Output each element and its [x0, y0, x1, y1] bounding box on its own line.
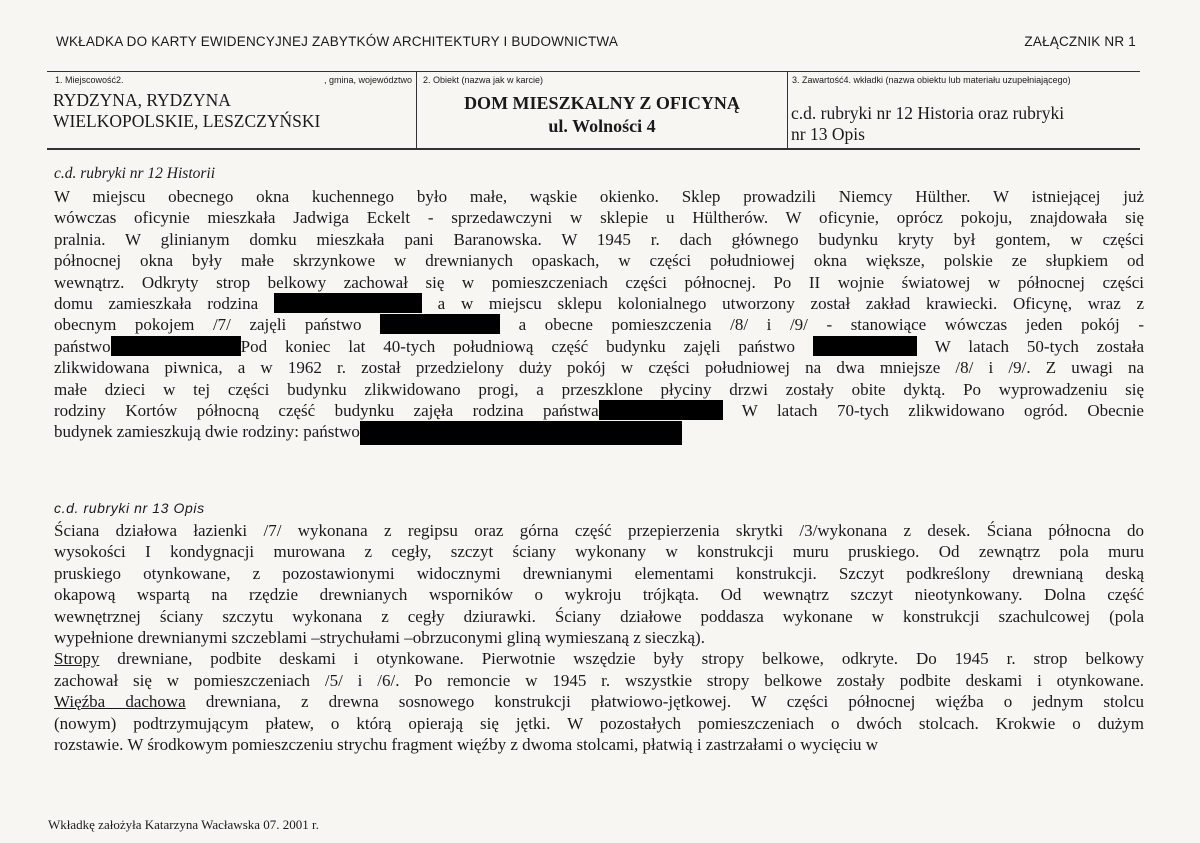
- text-line: zachował się w pomieszczeniach /5/ i /6/. Po remoncie w 1945 r. wszystkie stropy belkowe zostały podbite deskami i otynkowane.: [54, 670, 1144, 690]
- text-line: W miejscu obecnego okna kuchennego było małe, wąskie okienko. Sklep prowadzili Niemcy Hülther. W istniejącej już: [54, 187, 1144, 206]
- field-location-label-extra: , gmina, województwo: [323, 75, 412, 85]
- redaction-block: [111, 336, 241, 356]
- subheading-ceilings: Stropy: [54, 649, 100, 669]
- text-fragment: W latach 70-tych zlikwidowano ogród. Obecnie: [741, 400, 1144, 420]
- text-fragment: drewniane, podbite deskami i otynkowane. Pierwotnie wszędzie były stropy belkowe, odkryte. Do 1945 r. strop belkowy: [99, 649, 1144, 669]
- field-location: [47, 72, 417, 148]
- text-line: [54, 400, 1144, 421]
- text-line: [54, 648, 1144, 669]
- field-object-value-line2: ul. Wolności 4: [548, 116, 656, 136]
- redaction-block: [360, 421, 682, 445]
- field-contents-value-line2: nr 13 Opis: [791, 124, 865, 144]
- text-line: [54, 293, 1144, 314]
- field-object: [417, 72, 788, 148]
- text-fragment: W latach 50-tych została: [934, 336, 1145, 356]
- text-fragment: państwo: [54, 336, 111, 356]
- field-object-value: [417, 92, 787, 138]
- field-object-label: 2. Obiekt (nazwa jak w karcie): [423, 75, 544, 85]
- text-fragment: a w miejscu sklepu kolonialnego utworzony został zakład krawiecki. Oficynę, wraz z: [437, 293, 1145, 313]
- field-location-value-line1: RYDZYNA, RYDZYNA: [53, 90, 231, 110]
- text-fragment: obecnym pokojem /7/ zajęli państwo: [54, 315, 362, 335]
- text-line: wewnątrz. Odkryty strop belkowy zachował się w pomieszczeniach części północnej. Po II wojnie światowej w północnej części: [54, 272, 1144, 292]
- section-history-body: [54, 186, 1144, 443]
- text-line: północnej okna były małe skrzynkowe w drewnianych opaskach, w części południowej okna większe, polskie ze słupkiem od: [54, 251, 1144, 271]
- section-history: [54, 165, 1144, 443]
- text-line: [54, 691, 1144, 712]
- redaction-block: [813, 336, 917, 356]
- text-line: wysokości I kondygnacji murowana z cegły, szczyt ściany wykonany w konstrukcji muru pruskiego. Od zewnątrz pola muru: [54, 542, 1144, 562]
- text-fragment: a obecne pomieszczenia /8/ i /9/ - stanowiące wówczas jeden pokój -: [518, 315, 1145, 335]
- text-fragment: domu zamieszkała rodzina: [54, 293, 259, 313]
- field-location-value: [53, 90, 320, 132]
- redaction-block: [274, 293, 422, 313]
- field-contents-label: 3. Zawartość4. wkładki (nazwa obiektu lub materiału uzupełniającego): [792, 75, 1071, 85]
- annex-label: ZAŁĄCZNIK NR 1: [1024, 34, 1136, 49]
- field-location-label: 1. Miejscowość2.: [55, 75, 124, 85]
- text-fragment: rodziny Kortów północną część budynku zajęła rodzina państwa: [54, 400, 599, 420]
- section-history-heading: c.d. rubryki nr 12 Historii: [54, 165, 216, 182]
- section-description: [54, 499, 1144, 755]
- text-line: pralnia. W glinianym domku mieszkała pani Baranowska. W 1945 r. dach głównego budynku kryty był gontem, w części: [54, 229, 1144, 249]
- text-line: [54, 336, 1144, 357]
- text-line: wówczas oficynie mieszkała Jadwiga Eckelt - sprzedawczyni w sklepie u Hültherów. W oficynie, oprócz pokoju, znajdowała się: [54, 208, 1144, 228]
- subheading-roof-truss: Więźba dachowa: [54, 692, 186, 712]
- text-line: zlikwidowana piwnica, a w 1962 r. został przedzielony duży pokój w części południowej na dwa mniejsze /8/ i /9/. Z uwagi na: [54, 358, 1144, 378]
- field-location-value-line2: WIELKOPOLSKIE, LESZCZYŃSKI: [53, 111, 321, 131]
- section-description-heading: c.d. rubryki nr 13 Opis: [54, 500, 205, 516]
- text-line: wewnętrznej ściany szczytu wykonana z cegły dziurawki. Ściany działowe poddasza wykonane w konstrukcji szachulcowej (pola: [54, 606, 1144, 626]
- text-fragment: Pod koniec lat 40-tych południową część budynku zajęli państwo: [240, 336, 796, 356]
- field-object-value-line1: DOM MIESZKALNY Z OFICYNĄ: [464, 93, 740, 113]
- text-line: małe dzieci w tej części budynku zlikwidowano progi, a przeszklone płyciny drzwi zostały obite dyktą. Po wyprowadzeniu się: [54, 379, 1144, 399]
- text-line: rozstawie. W środkowym pomieszczeniu strychu fragment więźby z dwoma stolcami, płatwią i zastrzałami o wycięciu w: [54, 734, 879, 754]
- text-fragment: budynek zamieszkują dwie rodziny: państwo: [54, 422, 360, 442]
- text-line: Ściana działowa łazienki /7/ wykonana z regipsu oraz górna część przepierzenia skrytki /3/wykonana z desek. Ściana północna do: [54, 521, 1144, 540]
- text-line: wypełnione drewnianymi szczeblami –strychułami –obrzuconymi gliną wymieszaną z sieczką).: [54, 627, 705, 647]
- section-description-body: [54, 520, 1144, 755]
- field-contents-value: [791, 103, 1136, 145]
- redaction-block: [380, 314, 500, 334]
- document-footer: Wkładkę założyła Katarzyna Wacławska 07. 2001 r.: [48, 817, 319, 832]
- text-line: [54, 314, 1144, 335]
- text-line: [54, 421, 1144, 442]
- text-line: okapową wspartą na rzędzie drewnianych wsporników o wykroju trójkąta. Od wewnątrz szczyt nieotynkowany. Dolna część: [54, 585, 1144, 605]
- text-line: pruskiego otynkowane, z pozostawionymi widocznymi drewnianymi elementami konstrukcji. Szczyt podkreślony drewnianą deską: [54, 563, 1144, 583]
- field-contents-value-line1: c.d. rubryki nr 12 Historia oraz rubryki: [791, 103, 1065, 123]
- text-fragment: drewniana, z drewna sosnowego konstrukcji płatwiowo-jętkowej. W części północnej więźba o jednym stolcu: [185, 692, 1145, 712]
- header-fields-table: [47, 71, 1140, 150]
- text-line: (nowym) podtrzymującym płatew, o którą opierają się jętki. W pozostałych pomieszczeniach o dwóch stolcach. Krokwie o dużym: [54, 713, 1144, 733]
- document-title: WKŁADKA DO KARTY EWIDENCYJNEJ ZABYTKÓW ARCHITEKTURY I BUDOWNICTWA: [56, 34, 619, 49]
- field-contents: [788, 72, 1140, 148]
- redaction-block: [599, 400, 723, 420]
